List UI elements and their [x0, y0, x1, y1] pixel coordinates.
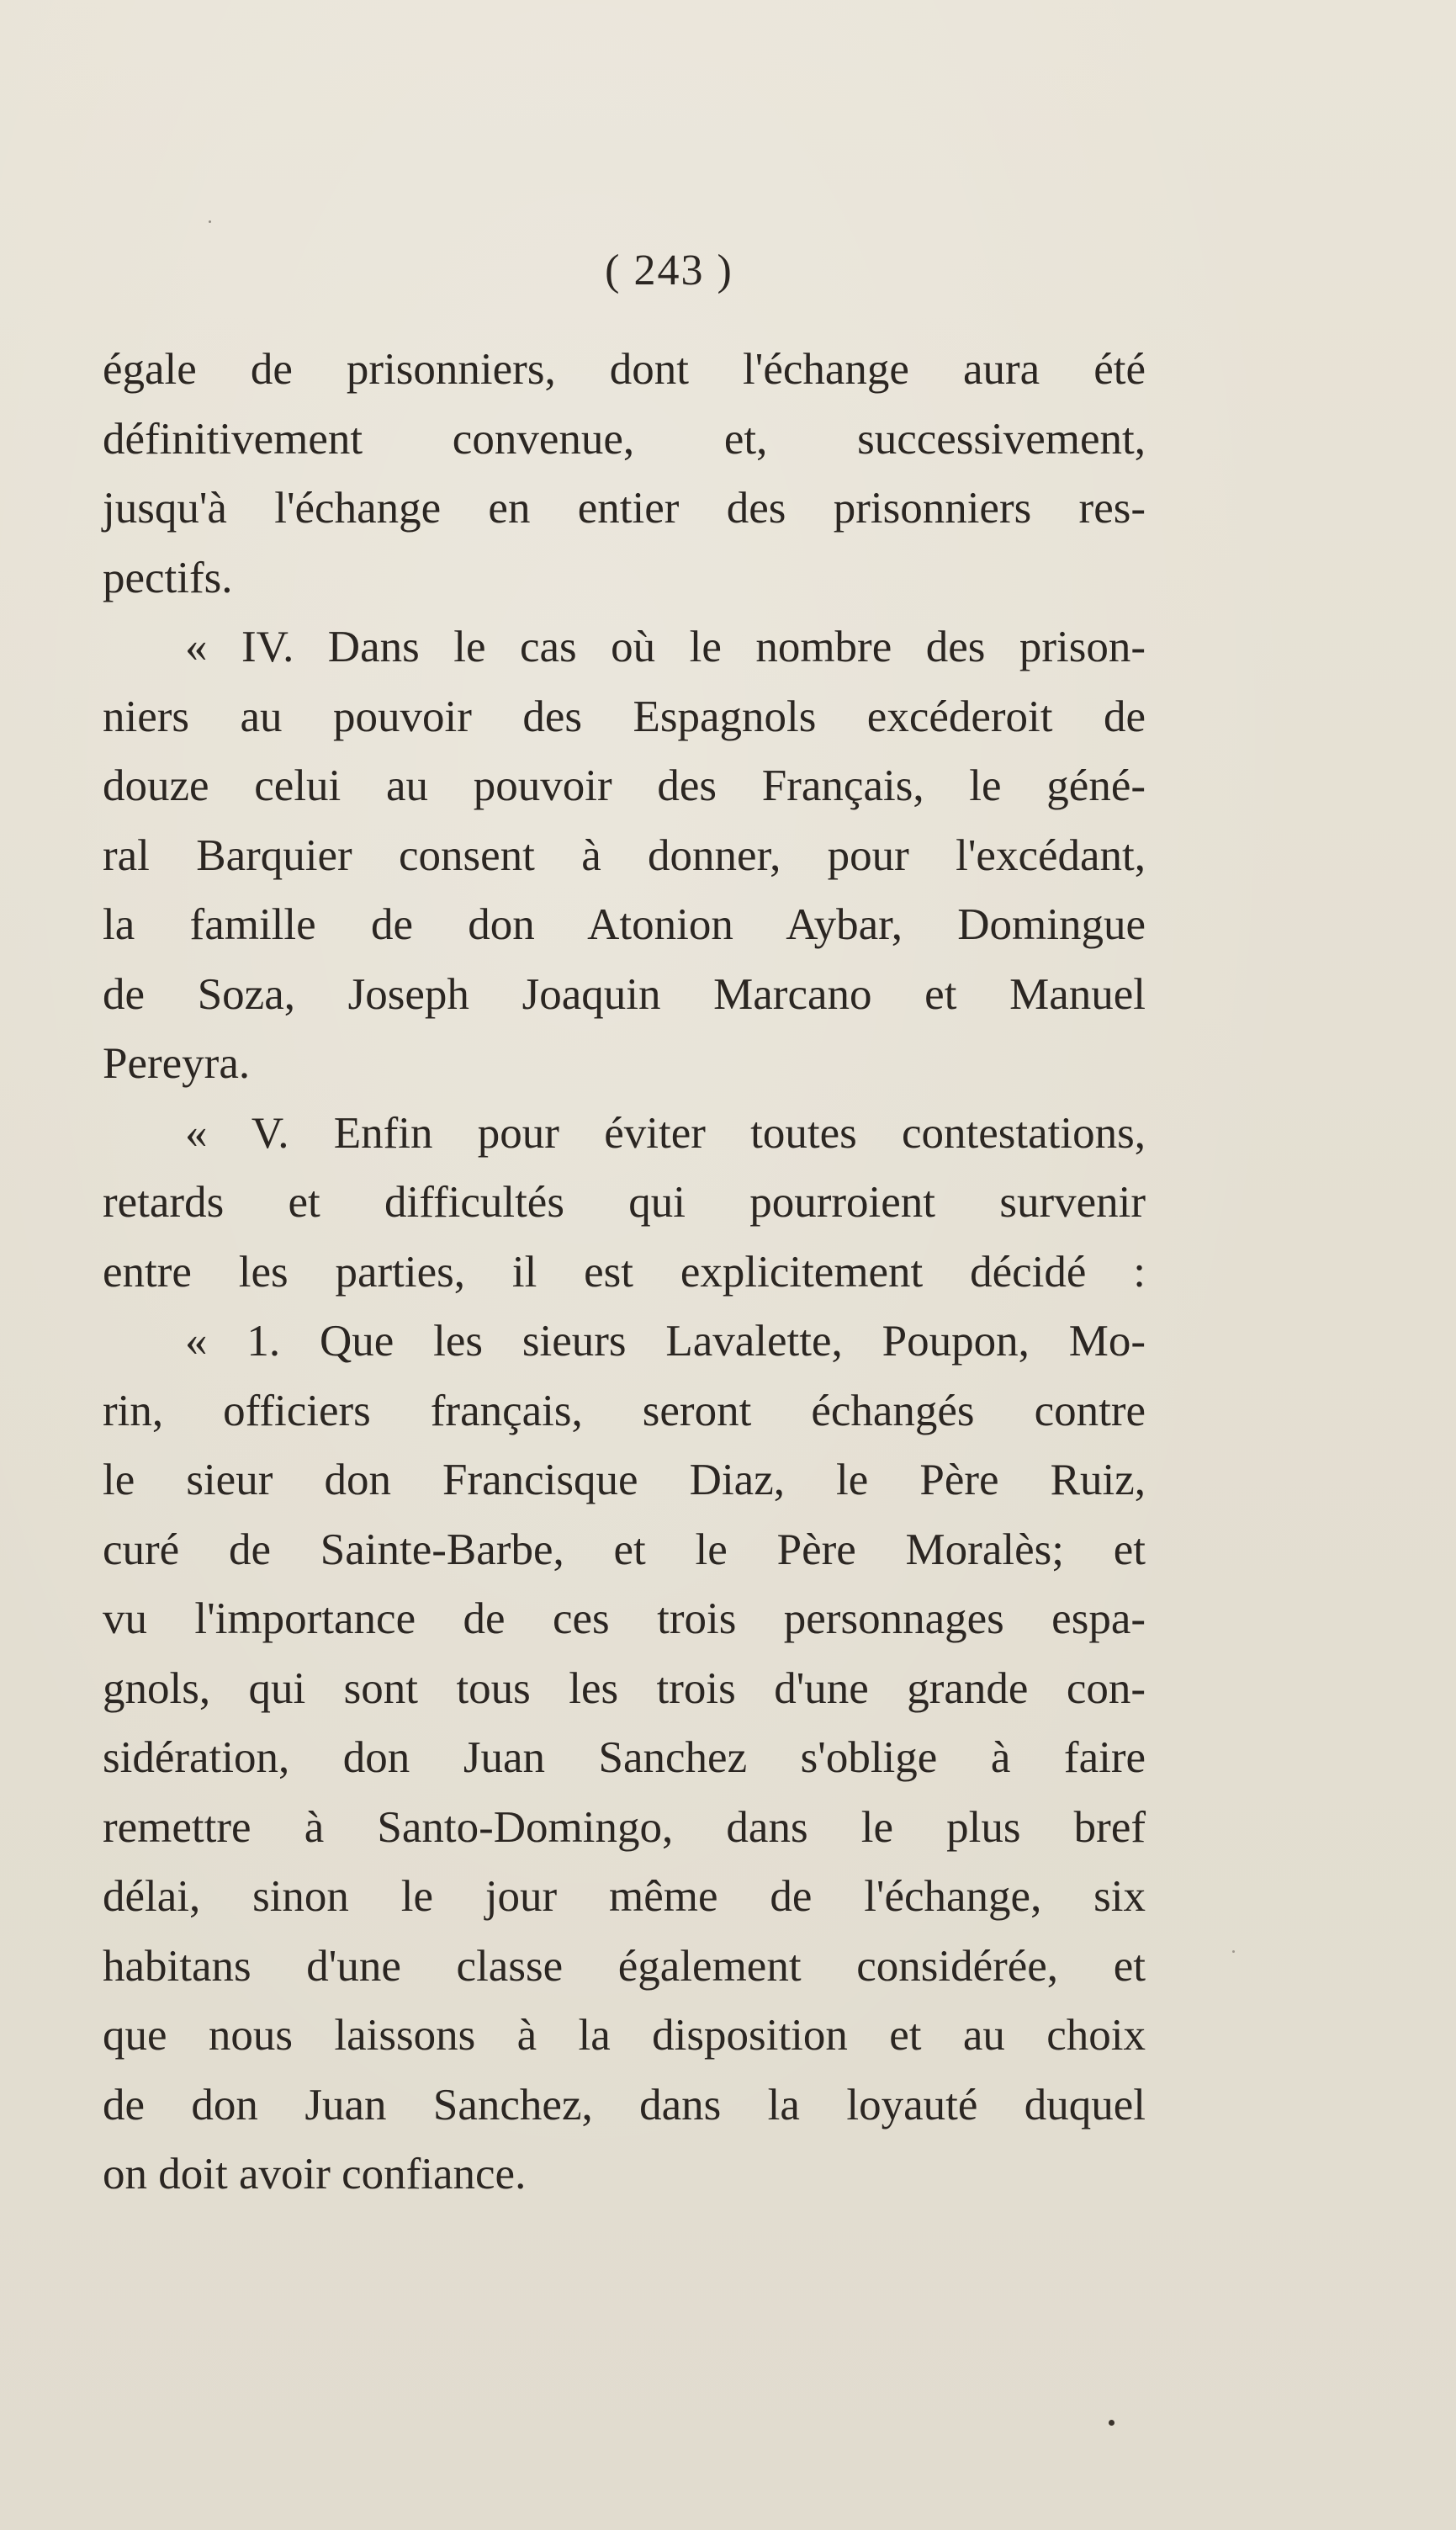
text-line: égale de prisonniers, dont l'échange aura été — [103, 345, 1146, 394]
paper-speck — [1109, 2420, 1115, 2426]
text-line: douze celui au pouvoir des Français, le géné- — [103, 761, 1146, 810]
text-line: définitivement convenue, et, successivement, — [103, 414, 1146, 464]
page-number: ( 243 ) — [605, 247, 733, 294]
text-line: ral Barquier consent à donner, pour l'excédant, — [103, 830, 1146, 880]
text-line: que nous laissons à la disposition et au choix — [103, 2011, 1146, 2060]
text-line: « IV. Dans le cas où le nombre des prison- — [185, 623, 1146, 671]
text-line: rin, officiers français, seront échangés contre — [103, 1386, 1146, 1435]
text-line: « 1. Que les sieurs Lavalette, Poupon, Mo- — [185, 1317, 1146, 1366]
text-line: Pereyra. — [103, 1039, 251, 1088]
text-line: le sieur don Francisque Diaz, le Père Ruiz, — [103, 1456, 1146, 1504]
text-line: pectifs. — [103, 553, 233, 602]
text-line: curé de Sainte-Barbe, et le Père Moralès; et — [103, 1525, 1146, 1574]
text-line: remettre à Santo-Domingo, dans le plus bref — [103, 1802, 1146, 1852]
paper-speck — [209, 220, 211, 223]
text-line: sidération, don Juan Sanchez s'oblige à faire — [103, 1733, 1146, 1782]
text-line: on doit avoir confiance. — [103, 2150, 527, 2199]
text-line: retards et difficultés qui pourroient survenir — [103, 1178, 1146, 1227]
text-line: vu l'importance de ces trois personnages espa- — [103, 1594, 1146, 1643]
text-line: entre les parties, il est explicitement décidé : — [103, 1247, 1146, 1297]
text-line: « V. Enfin pour éviter toutes contestations, — [185, 1108, 1146, 1158]
paper-speck — [1232, 1950, 1235, 1953]
text-line: la famille de don Atonion Aybar, Domingue — [103, 900, 1146, 949]
text-line: de Soza, Joseph Joaquin Marcano et Manuel — [103, 969, 1146, 1019]
text-line: jusqu'à l'échange en entier des prisonniers res- — [103, 484, 1146, 533]
text-line: de don Juan Sanchez, dans la loyauté duquel — [103, 2080, 1146, 2130]
text-line: niers au pouvoir des Espagnols excéderoit de — [103, 692, 1146, 741]
body-text — [103, 335, 1146, 2209]
text-line: gnols, qui sont tous les trois d'une grande con- — [103, 1663, 1146, 1713]
text-line: habitans d'une classe également considérée, et — [103, 1941, 1146, 1991]
text-line: délai, sinon le jour même de l'échange, six — [103, 1872, 1146, 1921]
